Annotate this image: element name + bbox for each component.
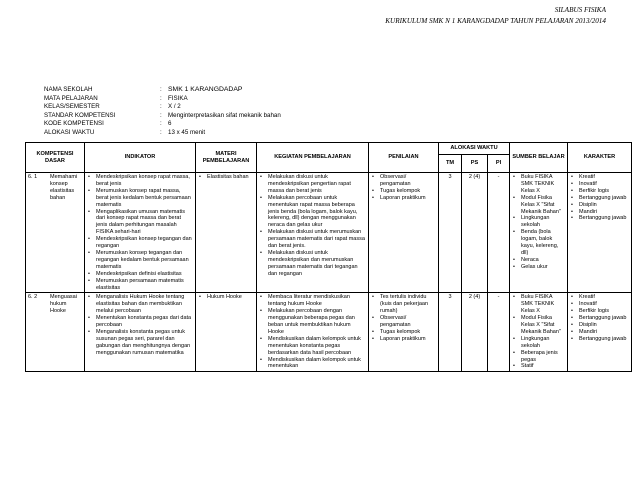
pi-cell: - [488,173,510,293]
list-item: • Melakukan diskusi untuk mendeskripsikan pengertian rapat massa dan berat jenis [259,174,366,195]
kegiatan-cell [257,173,369,293]
list-item: • Laporan praktikum [371,195,436,202]
meta-label: KELAS/SEMESTER [44,103,100,111]
sumber-cell [510,293,568,372]
meta-colon: : [160,120,162,128]
penilaian-list [371,174,436,202]
header-alokasi: ALOKASI WAKTU [439,143,510,155]
list-item: • Merumuskan persamaan matematis elastisitas [87,278,193,292]
meta-colon: : [160,111,162,119]
kd-number: 6. 2 [28,294,38,301]
header-kegiatan: KEGIATAN PEMBELAJARAN [257,143,369,173]
meta-colon: : [160,94,162,102]
meta-value: FISIKA [168,94,188,102]
indikator-list [87,174,193,291]
sumber-list [512,294,565,370]
list-item: • Berfikir logis [570,188,629,195]
meta-colon: : [160,103,162,111]
kegiatan-list [259,294,366,370]
meta-label: KODE KOMPETENSI [44,120,104,128]
kompetensi-cell [26,293,85,372]
list-item: • Melakukan diskusi untuk mendeskripsikan dan merumuskan persamaan matematis dari tegangan dan regangan [259,250,366,278]
header-pi: PI [488,155,510,173]
meta-colon: : [160,128,162,136]
list-item: • Menganalisis konstanta pegas untuk susunan pegas seri, pararel dan gabungan dan menghitungnya dengan menggunakan rumusan matematika [87,329,193,357]
list-item: • Buku FISIKA SMK TEKNIK Kelas X [512,174,565,195]
meta-value: 6 [168,120,172,128]
list-item: • Merumuskan konsep rapat massa, berat jenis kedalam bentuk persamaan matematis [87,188,193,209]
list-item: • Mendiskusikan dalam kelompok untuk menentukan konstanta pegas berdasarkan data hasil percobaan [259,336,366,357]
header-tm: TM [439,155,462,173]
identity-block [44,86,281,138]
header-penilaian: PENILAIAN [369,143,439,173]
kd-text: Menguasai hukum Hooke [50,294,77,315]
syllabus-table [25,142,632,372]
list-item: • Tugas kelompok [371,329,436,336]
list-item: • Melakukan percobaan untuk menentukan rapat massa beberapa jenis benda (bola logam, balok kayu, kelereng, dll) dengan menggunakan neraca dan gelas ukur [259,195,366,230]
list-item: • Mendeskripsikan konsep tegangan dan regangan [87,236,193,250]
meta-value: Menginterpretasikan sifat mekanik bahan [168,111,281,119]
meta-colon: : [160,86,162,93]
indikator-list [87,294,193,356]
list-item: • Merumuskan konsep tegangan dan regangan kedalam bentuk persamaan matematis [87,250,193,271]
meta-row [44,129,281,138]
list-item: • Mendeskripsikan konsep rapat massa, berat jenis [87,174,193,188]
meta-label: NAMA SEKOLAH [44,86,93,93]
list-item: • Membaca literatur mendiskusikan tentang hukum Hooke [259,294,366,308]
list-item: • Bertanggung jawab [570,215,629,222]
sumber-cell [510,173,568,293]
list-item: • Lingkungan sekolah [512,336,565,350]
tm-cell: 3 [439,293,462,372]
list-item: • Modul Fisika Kelas X "Sifat Mekanik Bahan" [512,195,565,216]
list-item: • Observasi/ pengamatan [371,174,436,188]
penilaian-cell [369,293,439,372]
header-sumber: SUMBER BELAJAR [510,143,568,173]
list-item: • Bertanggung jawab [570,195,629,202]
table-row [26,293,632,372]
meta-value: SMK 1 KARANGDADAP [168,86,243,93]
meta-label: MATA PELAJARAN [44,94,98,102]
meta-row [44,120,281,129]
list-item: • Laporan praktikum [371,336,436,343]
list-item: • Neraca [512,257,565,264]
list-item: • Mendeskripsikan definisi elastisitas [87,271,193,278]
list-item: • Mendiskusikan dalam kelompok untuk menentukan [259,357,366,371]
list-item: • Menganalisis Hukum Hooke tentang elastisitas bahan dan membuktikan melalui percobaan [87,294,193,315]
tm-cell: 3 [439,173,462,293]
list-item: • Bertanggung jawab [570,315,629,322]
meta-row [44,103,281,112]
table-row [26,173,632,293]
meta-row [44,95,281,104]
list-item: • Elastisitas bahan [198,174,254,181]
ps-cell: 2 (4) [462,293,488,372]
list-item: • Tes tertulis individu (kuis dan pekerjaan rumah) [371,294,436,315]
header-ps: PS [462,155,488,173]
meta-label: STANDAR KOMPETENSI [44,111,116,119]
list-item: • Inovatif [570,301,629,308]
meta-value: X / 2 [168,103,181,111]
header-kompetensi: KOMPETENSI DASAR [26,143,85,173]
list-item: • Statif [512,363,565,370]
list-item: • Melakukan diskusi untuk merumuskan persamaan matematis dari rapat massa dan berat jenis. [259,229,366,250]
list-item: • Kreatif [570,294,629,301]
list-item: • Observasi/ pengamatan [371,315,436,329]
karakter-list [570,294,629,342]
kompetensi-cell [26,173,85,293]
sumber-list [512,174,565,271]
list-item: • Bertanggung jawab [570,336,629,343]
list-item: • Beberapa jenis pegas [512,350,565,364]
list-item: • Tugas kelompok [371,188,436,195]
header-indikator: INDIKATOR [85,143,196,173]
materi-list [198,294,254,301]
list-item: • Modul Fisika Kelas X "Sifat Mekanik Bahan" [512,315,565,336]
list-item: • Lingkungan sekolah [512,215,565,229]
meta-label: ALOKASI WAKTU [44,128,95,136]
materi-list [198,174,254,181]
penilaian-list [371,294,436,342]
indikator-cell [85,173,196,293]
document-title: SILABUS FISIKA [554,6,606,14]
karakter-cell [568,173,632,293]
header-karakter: KARAKTER [568,143,632,173]
meta-value: 13 x 45 menit [168,128,206,136]
list-item: • Melakukan percobaan dengan menggunakan beberapa pegas dan beban untuk membuktikan hukum Hooke [259,308,366,336]
document-subtitle: KURIKULUM SMK N 1 KARANGDADAP TAHUN PELAJARAN 2013/2014 [385,17,606,25]
list-item: • Disiplin [570,202,629,209]
kegiatan-cell [257,293,369,372]
list-item: • Menentukan konstanta pegas dari data percobaan [87,315,193,329]
list-item: • Mandiri [570,329,629,336]
list-item: • Gelas ukur [512,264,565,271]
list-item: • Disiplin [570,322,629,329]
list-item: • Mengaplikasikan umusan matematis dari konsep rapat massa dan berat jenis dalam perhitungan masalah FISIKA sehari-hari [87,209,193,237]
list-item: • Buku FISIKA SMK TEKNIK Kelas X [512,294,565,315]
list-item: • Kreatif [570,174,629,181]
meta-row [44,86,281,95]
materi-cell [196,173,257,293]
karakter-list [570,174,629,222]
list-item: • Inovatif [570,181,629,188]
kegiatan-list [259,174,366,278]
kd-number: 6. 1 [28,174,38,180]
list-item: • Hukum Hooke [198,294,254,301]
materi-cell [196,293,257,372]
indikator-cell [85,293,196,372]
header-materi: MATERI PEMBELAJARAN [196,143,257,173]
list-item: • Berfikir logis [570,308,629,315]
penilaian-cell [369,173,439,293]
kd-text: Memahami konsep elastisitas bahan [50,174,78,201]
karakter-cell [568,293,632,372]
ps-cell: 2 (4) [462,173,488,293]
meta-row [44,112,281,121]
list-item: • Mandiri [570,209,629,216]
pi-cell: - [488,293,510,372]
list-item: • Benda (bola logam, balok kayu, kelereng, dll) [512,229,565,257]
